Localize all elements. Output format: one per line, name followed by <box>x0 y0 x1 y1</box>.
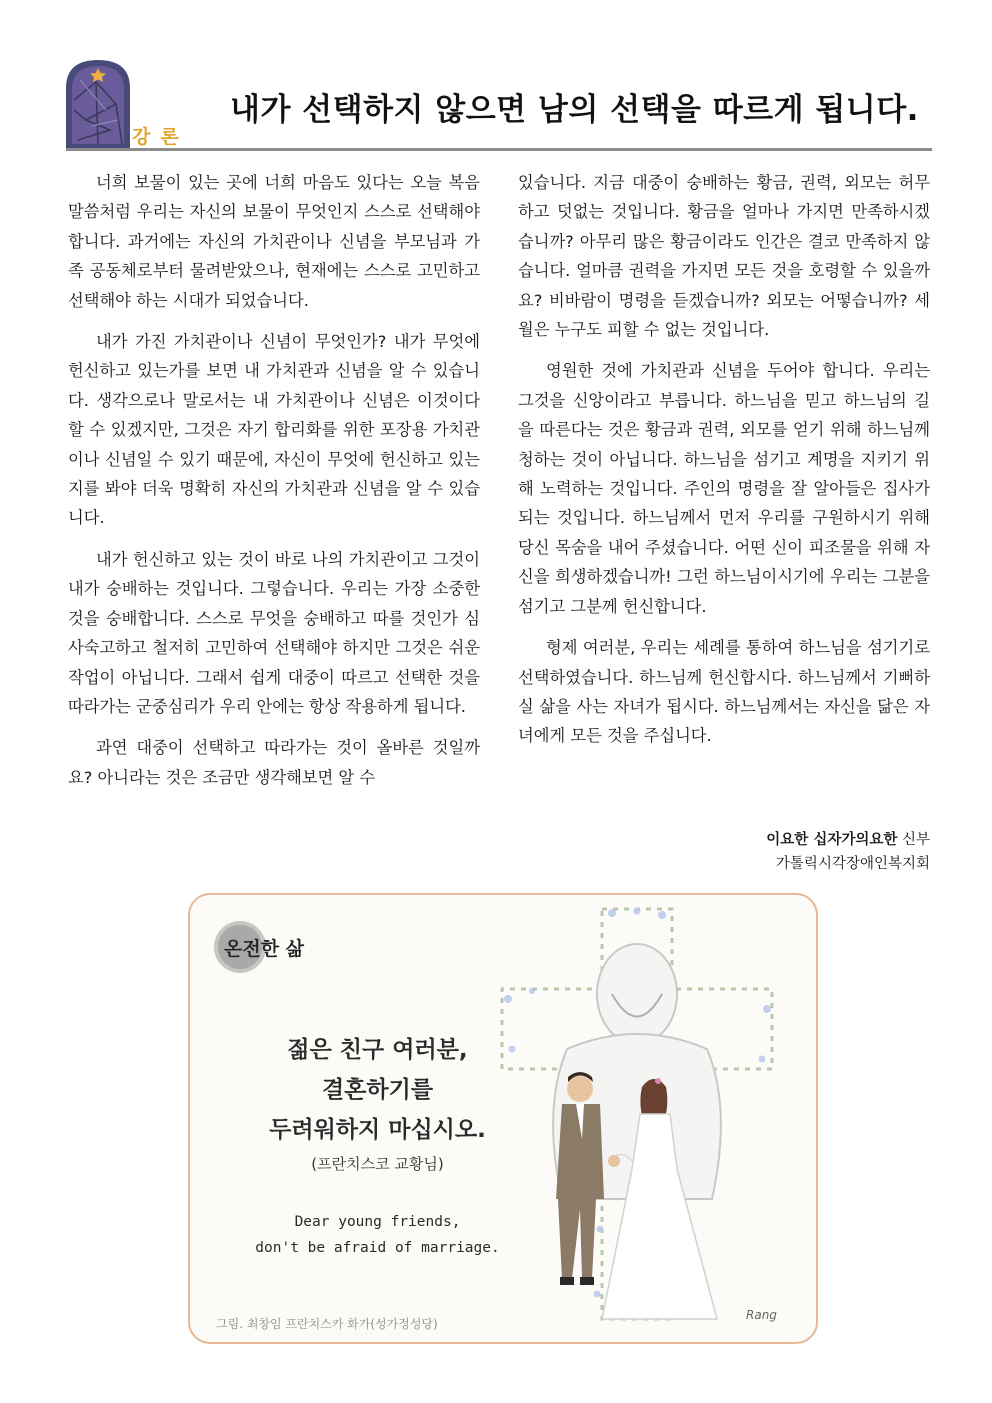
author-block <box>766 828 930 876</box>
page-title: 내가 선택하지 않으면 남의 선택을 따르게 됩니다. <box>230 92 919 128</box>
artist-signature: Rang <box>746 1308 777 1322</box>
illustration-card <box>188 893 818 1344</box>
quote-source: (프란치스코 교황님) <box>311 1155 444 1173</box>
quote-line: don't be afraid of marriage. <box>255 1240 500 1256</box>
article-left-column <box>68 168 480 804</box>
wedding-illustration <box>472 899 812 1339</box>
title-divider <box>66 148 932 151</box>
section-label: 강론 <box>132 126 189 148</box>
article-right-column <box>518 168 930 763</box>
quote-line: 젊은 친구 여러분, <box>287 1037 468 1063</box>
quote-line: 두려워하지 마십시오. <box>269 1117 486 1143</box>
author-name: 이요한 십자가의요한 <box>766 832 898 848</box>
paragraph: 내가 가진 가치관이나 신념이 무엇인가? 내가 무엇에 헌신하고 있는가를 보면 내 가치관과 신념을 알 수 있습니다. 생각으로나 말로서는 내 가치관이나 신념은 이것이다 할 수 있겠지만, 그것은 자기 합리화를 위한 포장용 가치관이나 신념일 수 있기 때문에, 자신이 무엇에 헌신하고 있는지를 봐야 더욱 명확히 자신의 가치관과 신념을 알 수 있습니다. <box>68 332 480 528</box>
author-title: 신부 <box>901 832 930 848</box>
paragraph: 형제 여러분, 우리는 세례를 통하여 하느님을 섬기기로 선택하였습니다. 하느님께 헌신합시다. 하느님께서 기뻐하실 삶을 사는 자녀가 됩시다. 하느님께서는 자신을 닮은 자녀에게 모든 것을 주십니다. <box>518 638 930 746</box>
brand-text: 온전한 삶 <box>224 938 305 960</box>
brand-logo <box>210 913 310 985</box>
paragraph: 영원한 것에 가치관과 신념을 두어야 합니다. 우리는 그것을 신앙이라고 부릅니다. 하느님을 믿고 하느님의 길을 따른다는 것은 황금과 권력, 외모를 얻기 위해 하느님께 청하는 것이 아닙니다. 하느님을 섬기고 계명을 지키기 위해 노력하는 것입니다. 주인의 명령을 잘 알아들은 집사가 되는 것입니다. 하느님께서 먼저 우리를 구원하시기 위해 당신 목숨을 내어 주셨습니다. 어떤 신이 피조물을 위해 자신을 희생하겠습니까! 그런 하느님이시기에 우리는 그분을 섬기고 그분께 헌신합니다. <box>518 361 930 616</box>
illustration-credit: 그림. 최창임 프란치스카 화가(성가정성당) <box>216 1317 438 1331</box>
paragraph: 과연 대중이 선택하고 따라가는 것이 올바른 것일까요? 아니라는 것은 조금만 생각해보면 알 수 <box>68 738 480 787</box>
stained-glass-logo <box>66 60 130 148</box>
quote-line: 결혼하기를 <box>321 1077 434 1103</box>
paragraph: 내가 헌신하고 있는 것이 바로 나의 가치관이고 그것이 내가 숭배하는 것입니다. 그렇습니다. 우리는 가장 소중한 것을 숭배합니다. 스스로 무엇을 숭배하고 따를 것인가 심사숙고하고 철저히 고민하여 선택해야 하지만 그것은 쉬운 작업이 아닙니다. 그래서 쉽게 대중이 따르고 선택한 것을 따라가는 군중심리가 우리 안에는 항상 작용하게 됩니다. <box>68 549 480 716</box>
author-organization: 가톨릭시각장애인복지회 <box>775 856 930 872</box>
paragraph: 너희 보물이 있는 곳에 너희 마음도 있다는 오늘 복음 말씀처럼 우리는 자신의 보물이 무엇인지 스스로 선택해야 합니다. 과거에는 자신의 가치관이나 신념을 부모님과 가족 공동체로부터 물려받았으나, 현재에는 스스로 고민하고 선택해야 하는 시대가 되었습니다. <box>68 173 480 310</box>
paragraph: 있습니다. 지금 대중이 숭배하는 황금, 권력, 외모는 허무하고 덧없는 것입니다. 황금을 얼마나 가지면 만족하시겠습니까? 아무리 많은 황금이라도 인간은 결코 만족하지 않습니다. 얼마큼 권력을 가지면 모든 것을 호령할 수 있을까요? 비바람이 명령을 듣겠습니까? 외모는 어떻습니까? 세월은 누구도 피할 수 없는 것입니다. <box>518 173 930 340</box>
quote-line: Dear young friends, <box>294 1214 461 1230</box>
